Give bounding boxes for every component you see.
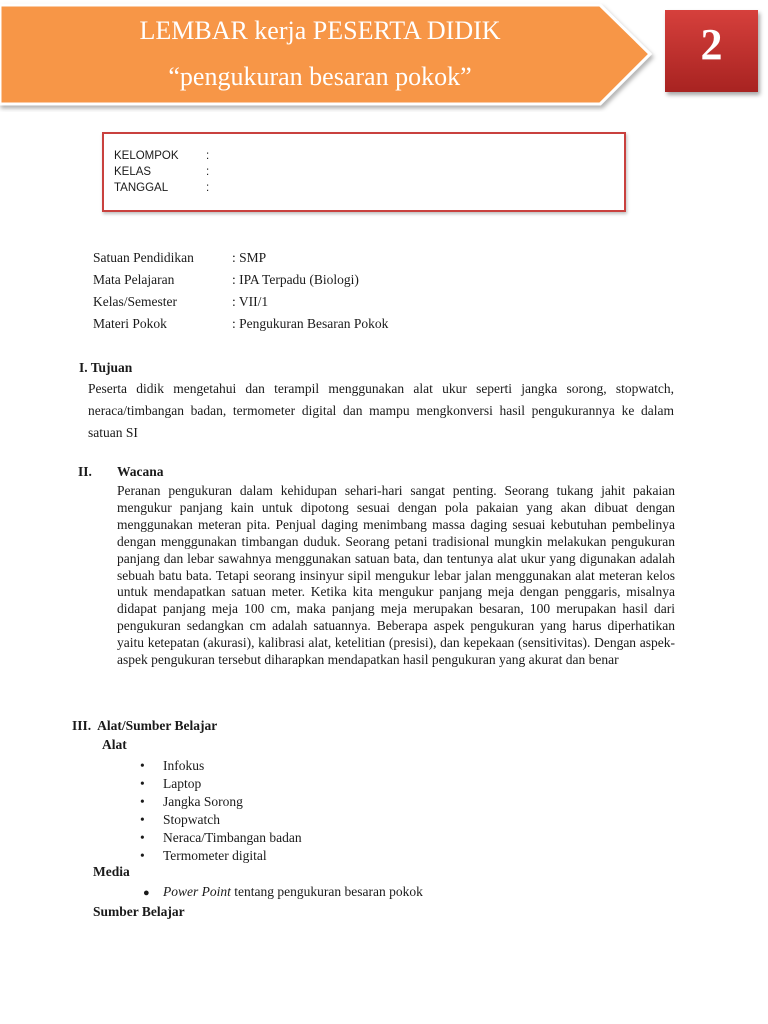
list-item-text: Laptop	[163, 776, 202, 791]
identity-colon: :	[206, 166, 210, 178]
student-identity-box	[102, 132, 626, 212]
info-label: Satuan Pendidikan	[93, 250, 194, 265]
bullet-icon: •	[140, 830, 145, 845]
media-list-item	[143, 884, 423, 900]
info-label: Kelas/Semester	[93, 294, 177, 309]
subheading-media: Media	[93, 864, 130, 879]
section-heading-alat-sumber: III. Alat/Sumber Belajar	[72, 718, 218, 733]
list-item-text: Jangka Sorong	[163, 794, 243, 809]
identity-colon: :	[206, 150, 210, 162]
list-item	[140, 847, 540, 865]
identity-label: KELAS	[114, 166, 152, 178]
bullet-icon: •	[140, 848, 145, 863]
alat-list	[140, 757, 540, 865]
info-value: : Pengukuran Besaran Pokok	[232, 316, 389, 331]
info-label: Materi Pokok	[93, 316, 167, 331]
list-item-text: Termometer digital	[163, 848, 267, 863]
list-item-text: Stopwatch	[163, 812, 220, 827]
list-item	[140, 793, 540, 811]
list-item	[140, 811, 540, 829]
info-value: : SMP	[232, 250, 267, 265]
wacana-paragraph: Peranan pengukuran dalam kehidupan sehari-hari sangat penting. Seorang tukang jahit pakaian mengukur panjang kain untuk dipotong sesuai dengan pola pakaian yang akan dibuat dengan menggunakan meteran pita. Penjual daging menimbang massa daging sesuai kebutuhan pembelinya dengan menggunakan timbangan duduk. Seorang petani tradisional mungkin melakukan pengukuran panjang dan lebar sawahnya menggunakan satuan bata, dan tentunya alat ukur yang digunakan adalah sebuah batu bata. Tetapi seorang insinyur sipil mengukur lebar jalan menggunakan alat meteran kelos untuk mendapatkan satuan meter. Ketika kita mengukur panjang meja dengan penggaris, misalnya didapat panjang meja 100 cm, maka panjang meja merupakan besaran, 100 merupakan hasil dari pengukuran sedangkan cm adalah satuannya. Beberapa aspek pengukuran yang harus diperhatikan yaitu ketepatan (akurasi), kalibrasi alat, ketelitian (presisi), dan kepekaan (sensitivitas). Dengan aspek-aspek pengukuran tersebut diharapkan mendapatkan hasil pengukuran yang akurat dan benar	[117, 483, 675, 668]
worksheet-subtitle: “pengukuran besaran pokok”	[168, 62, 472, 91]
identity-label: KELOMPOK	[114, 150, 179, 162]
section-numeral-wacana: II.	[78, 464, 92, 479]
list-item-text: Infokus	[163, 758, 205, 773]
media-item-text: tentang pengukuran besaran pokok	[230, 884, 423, 899]
list-item	[140, 757, 540, 775]
list-item	[140, 829, 540, 847]
title-banner	[0, 0, 660, 112]
identity-colon: :	[206, 182, 210, 194]
section-heading-tujuan: I. Tujuan	[79, 360, 133, 375]
info-value: : IPA Terpadu (Biologi)	[232, 272, 359, 287]
worksheet-number-badge: 2	[665, 10, 758, 92]
bullet-icon: •	[140, 794, 145, 809]
bullet-icon: ●	[143, 887, 150, 899]
bullet-icon: •	[140, 758, 145, 773]
info-value: : VII/1	[232, 294, 269, 309]
section-heading-wacana: Wacana	[117, 464, 164, 479]
bullet-icon: •	[140, 776, 145, 791]
list-item-text: Neraca/Timbangan badan	[163, 830, 302, 845]
bullet-icon: •	[140, 812, 145, 827]
info-label: Mata Pelajaran	[93, 272, 175, 287]
worksheet-title: LEMBAR kerja PESERTA DIDIK	[139, 16, 501, 45]
tujuan-paragraph: Peserta didik mengetahui dan terampil menggunakan alat ukur seperti jangka sorong, stopwatch, neraca/timbangan badan, termometer digital dan mampu mengkonversi hasil pengukurannya ke dalam satuan SI	[88, 381, 674, 440]
subheading-alat: Alat	[102, 737, 127, 752]
identity-label: TANGGAL	[114, 182, 169, 194]
list-item	[140, 775, 540, 793]
subheading-sumber-belajar: Sumber Belajar	[93, 904, 185, 919]
media-item-italic: Power Point	[163, 884, 231, 899]
